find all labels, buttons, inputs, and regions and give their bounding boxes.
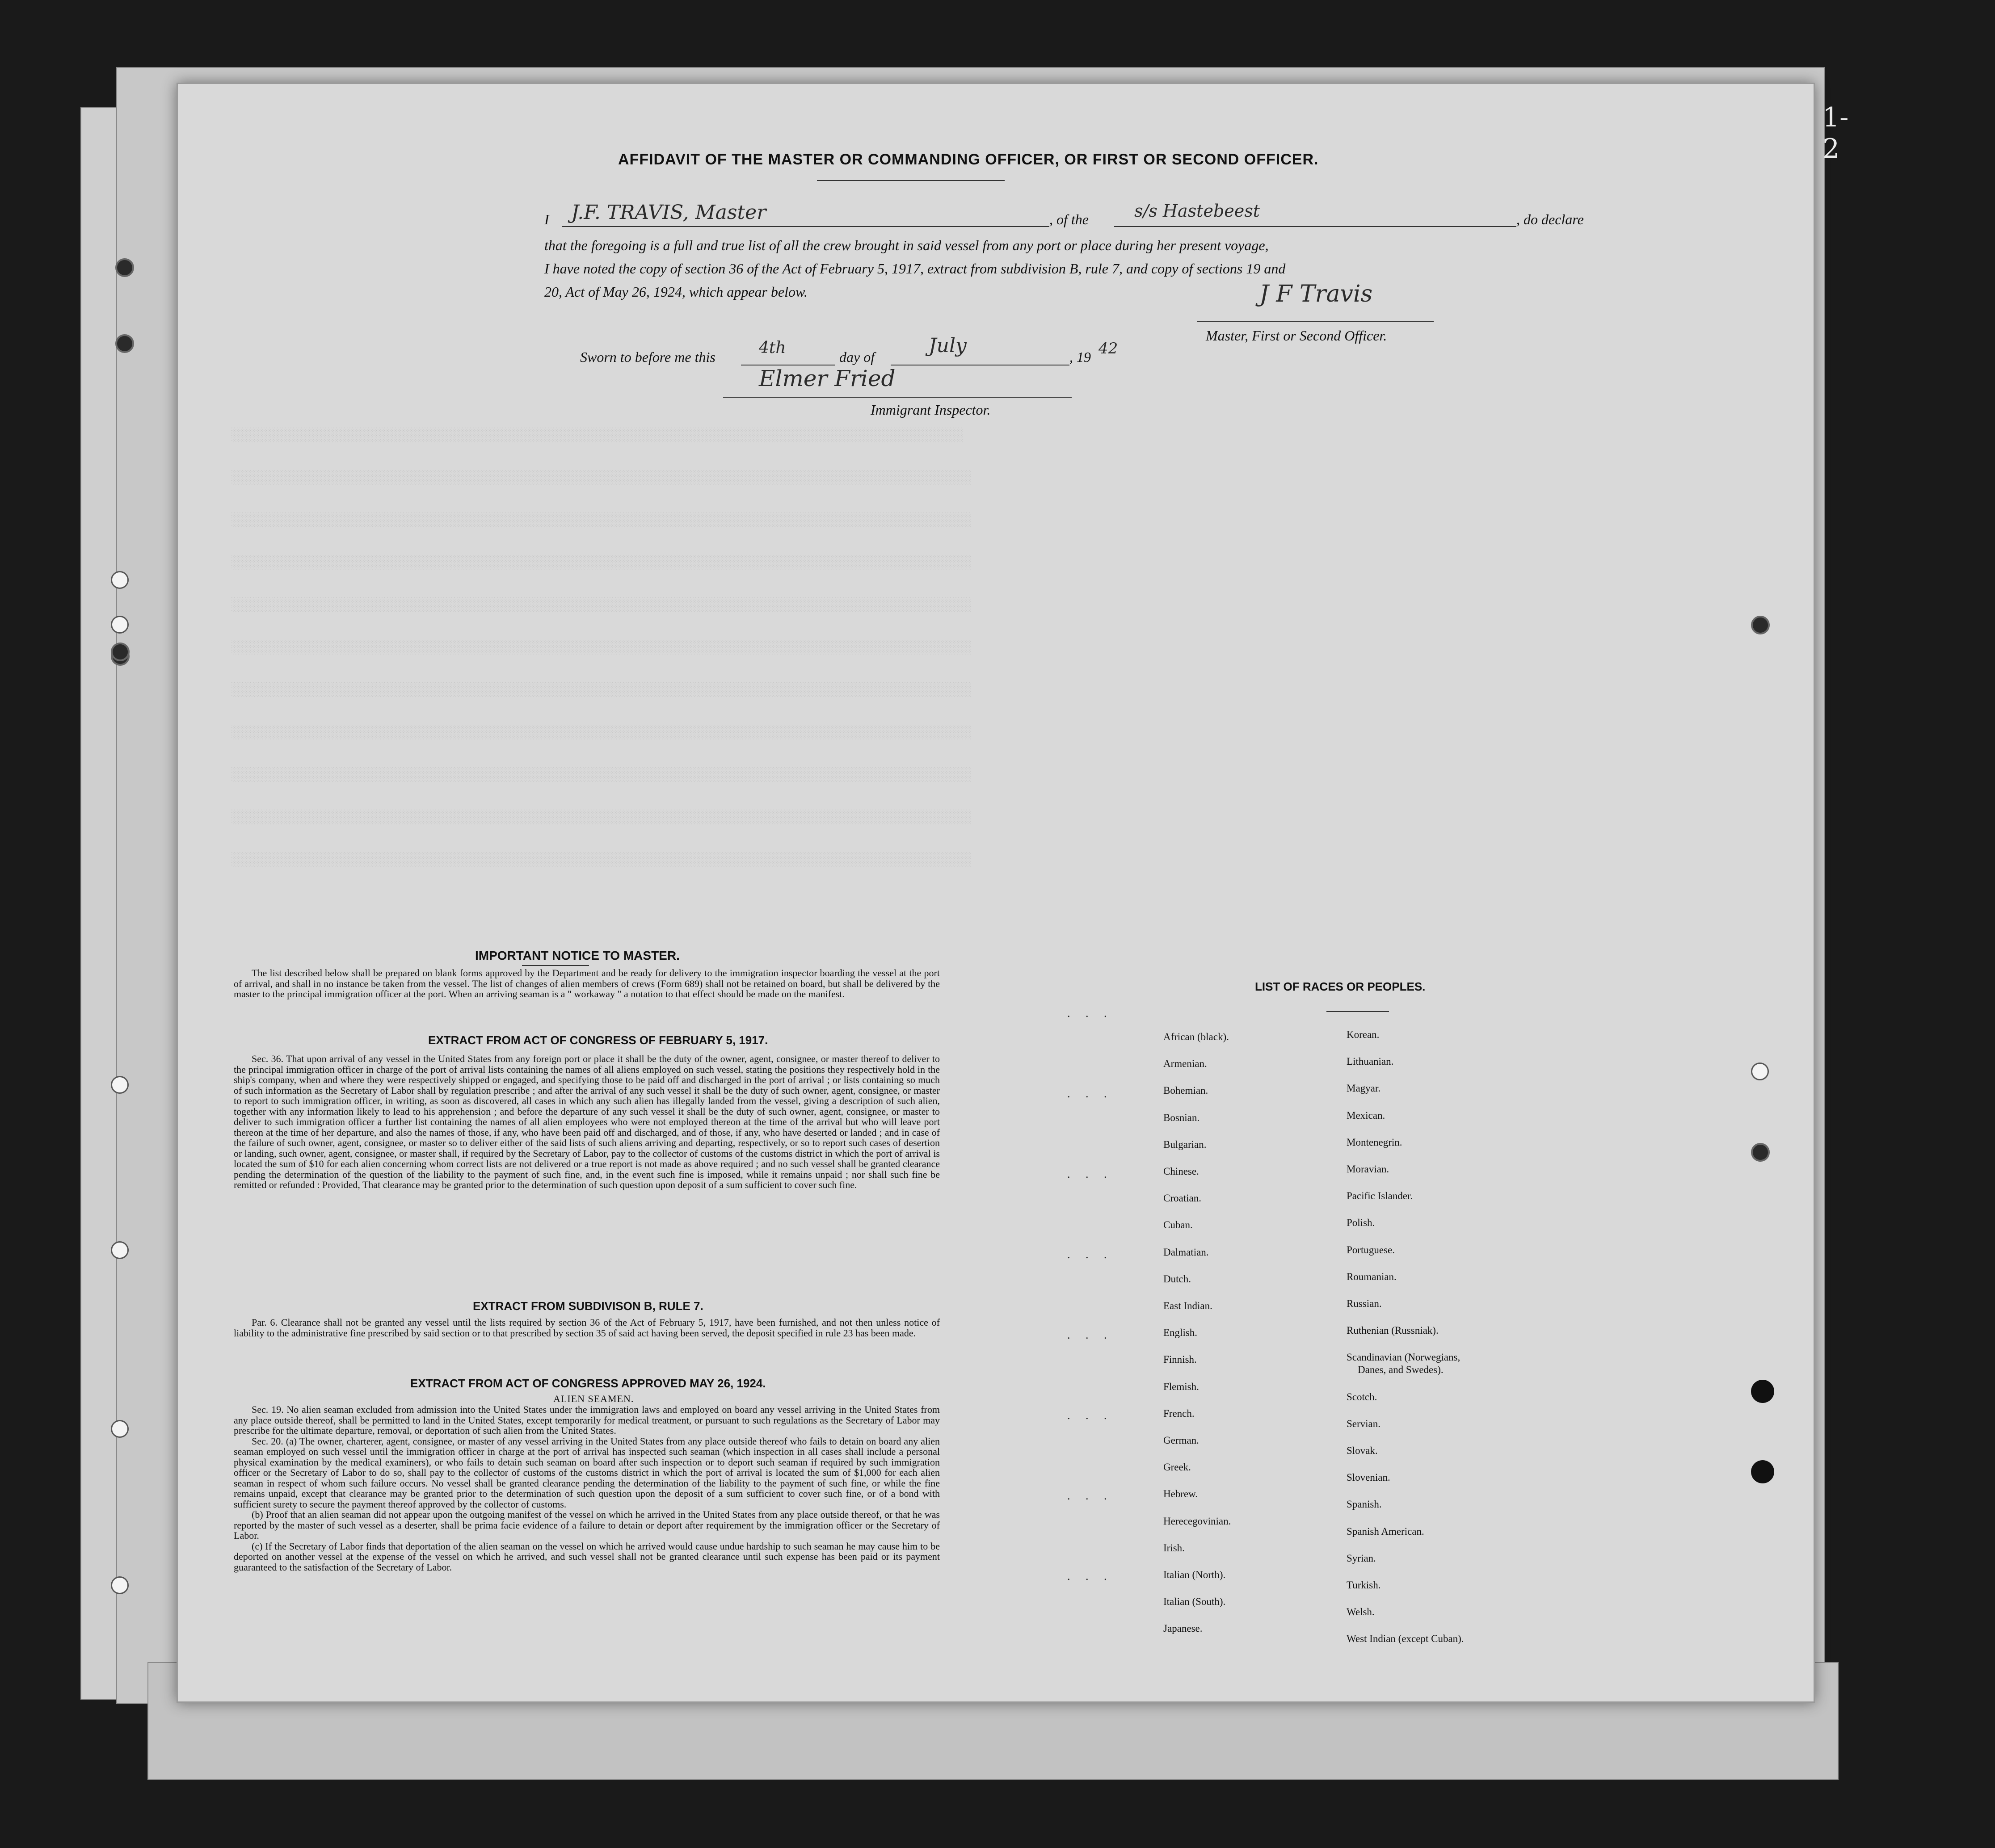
notice-title: IMPORTANT NOTICE TO MASTER. (475, 949, 680, 962)
extract-1917-title: EXTRACT FROM ACT OF CONGRESS OF FEBRUARY 5, 1917. (428, 1033, 768, 1047)
notice-text (234, 968, 940, 1000)
race-item: Magyar. (1347, 1083, 1381, 1094)
sec20a-paragraph: Sec. 20. (a) The owner, charterer, agent, consignee, or master of any vessel arriving in the United States from any place outside thereof who fails to detain on board any alien seaman employed on such vessel until the immigration officer in charge at the port of arrival has inspected such seaman (which inspection in all cases shall include a personal physical examination by the medical examiners), or who fails to detain such seaman on board after such inspection or to deport such seaman if required by such immigration officer or the Secretary of Labor to do so, shall pay to the collector of customs of the customs district in which the port of arrival is located the sum of $1,000 for each alien seaman in respect of whom such failure occurs. No vessel shall be granted clearance pending the determination of the liability to the payment of such fine, or while the fine remains unpaid, except that clearance may be granted prior to the determination of such question upon the deposit of a sum sufficient to cover such fine, or of a bond with sufficient surety to secure the payment thereof approved by the collector of customs. (234, 1435, 940, 1510)
sworn-label: Sworn to before me this (580, 349, 716, 365)
master-signature: J F Travis (1259, 281, 1373, 307)
races-underline (1326, 1011, 1389, 1012)
i-label: I (544, 211, 549, 227)
year-prefix: , 19 (1069, 349, 1091, 365)
inspector-line (723, 397, 1072, 398)
race-item: Danes, and Swedes). (1358, 1364, 1444, 1376)
bleed-through-text: ░░░░░░░░░░░░░░░░░░░░░░░░░░░░░░░░░░░░░░░░░░░░░░░░░░░░░░░░░░░░░░░░░░░░░░░░░░░░░░░░░░░░░░░░░░░ ░░░░░░░░░░░░░░░░░░░░░░░░░░░░░░░░░░░░░░░░░░░░░░░░░░░░░░░░░░░░░░░░░░░░░░░░░░░░░░░░░░░░░░░░░░░░ ░░░░░░░░░░░░░░░░░░░░░░░░░░░░░░░░░░░░░░░░░░░░░░░░░░░░░░░░░░░░░░░░░░░░░░░░░░░░░░░░░░░░░░░░░░░░ ░░░░░░░░░░░░░░░░░░░░░░░░░░░░░░░░░░░░░░░░░░░░░░░░░░░░░░░░░░░░░░░░░░░░░░░░░░░░░░░░░░░░░░░░░░░░ ░░░░░░░░░░░░░░░░░░░░░░░░░░░░░░░░░░░░░░░░░░░░░░░░░░░░░░░░░░░░░░░░░░░░░░░░░░░░░░░░░░░░░░░░░░░░ ░░░░░░░░░░░░░░░░░░░░░░░░░░░░░░░░░░░░░░░░░░░░░░░░░░░░░░░░░░░░░░░░░░░░░░░░░░░░░░░░░░░░░░░░░░░░ ░░░░░░░░░░░░░░░░░░░░░░░░░░░░░░░░░░░░░░░░░░░░░░░░░░░░░░░░░░░░░░░░░░░░░░░░░░░░░░░░░░░░░░░░░░░░ ░░░░░░░░░░░░░░░░░░░░░░░░░░░░░░░░░░░░░░░░░░░░░░░░░░░░░░░░░░░░░░░░░░░░░░░░░░░░░░░░░░░░░░░░░░░░ ░░░░░░░░░░░░░░░░░░░░░░░░░░░░░░░░░░░░░░░░░░░░░░░░░░░░░░░░░░░░░░░░░░░░░░░░░░░░░░░░░░░░░░░░░░░░ ░░░░░░░░░░░░░░░░░░░░░░░░░░░░░░░░░░░░░░░░░░░░░░░░░░░░░░░░░░░░░░░░░░░░░░░░░░░░░░░░░░░░░░░░░░░░ ░░░░░░░░░░░░░░░░░░░░░░░░░░░░░░░░░░░░░░░░░░░░░░░░░░░░░░░░░░░░░░░░░░░░░░░░░░░░░░░░░░░░░░░░░░░░ (231, 428, 972, 868)
signature-line (1197, 321, 1434, 322)
race-item: Herecegovinian. (1163, 1515, 1231, 1527)
extract-1924-title: EXTRACT FROM ACT OF CONGRESS APPROVED MAY 26, 1924. (410, 1377, 766, 1390)
race-item: Armenian. (1163, 1058, 1207, 1070)
punch-hole (1751, 1063, 1769, 1080)
race-item: Cuban. (1163, 1219, 1193, 1231)
race-item: Chinese. (1163, 1166, 1199, 1177)
punch-hole (111, 1420, 129, 1438)
race-item: Welsh. (1347, 1606, 1375, 1618)
punch-hole (115, 334, 134, 353)
race-item: Montenegrin. (1347, 1136, 1402, 1148)
race-item: Dalmatian. (1163, 1246, 1209, 1258)
signature-caption: Master, First or Second Officer. (1206, 328, 1387, 344)
affidavit-title: AFFIDAVIT OF THE MASTER OR COMMANDING OFFICER, OR FIRST OR SECOND OFFICER. (618, 151, 1319, 168)
punch-hole (1751, 1143, 1770, 1162)
margin-note: 1-2 (1822, 102, 1849, 164)
race-item: Polish. (1347, 1217, 1375, 1229)
race-item: Spanish. (1347, 1499, 1382, 1510)
alien-seamen-subtitle: ALIEN SEAMEN. (553, 1393, 634, 1404)
manifest-sheet (177, 83, 1849, 1703)
vessel-name: s/s Hastebeest (1134, 201, 1260, 221)
race-item: Bosnian. (1163, 1112, 1200, 1123)
race-item: Slovak. (1347, 1445, 1378, 1456)
punch-hole (111, 1076, 129, 1094)
extract-1924-text (234, 1404, 940, 1572)
punch-hole (111, 616, 129, 634)
extract-1917-text (234, 1054, 940, 1190)
race-item: Portuguese. (1347, 1244, 1395, 1256)
race-item: Italian (South). (1163, 1596, 1226, 1608)
punch-hole (1751, 1380, 1774, 1403)
race-item: Scandinavian (Norwegians, (1347, 1352, 1460, 1363)
of-the-label: , of the (1049, 211, 1089, 227)
day-of-label: day of (839, 349, 875, 365)
race-item: Spanish American. (1347, 1525, 1424, 1537)
race-item: Mexican. (1347, 1109, 1385, 1121)
punch-hole (111, 1576, 129, 1594)
vessel-line (1114, 226, 1516, 227)
race-item: East Indian. (1163, 1300, 1212, 1311)
race-item: English. (1163, 1327, 1198, 1339)
race-item: Flemish. (1163, 1381, 1199, 1392)
extract-rule7-text (234, 1317, 940, 1338)
master-name: J.F. TRAVIS, Master (571, 201, 766, 224)
races-title: LIST OF RACES OR PEOPLES. (1255, 980, 1426, 993)
race-item: Bohemian. (1163, 1085, 1208, 1096)
race-item: Roumanian. (1347, 1271, 1397, 1282)
race-item: Lithuanian. (1347, 1056, 1394, 1067)
declare-label: , do declare (1516, 211, 1584, 227)
race-item: Scotch. (1347, 1391, 1377, 1403)
race-item: Irish. (1163, 1542, 1185, 1554)
sec19-paragraph: Sec. 19. No alien seaman excluded from admission into the United States under the immigration laws and employed on board any vessel arriving in the United States from any place outside thereof, shall be permitted to land in the United States, except temporarily for medical treatment, or pursuant to such regulations as the Secretary of Labor may prescribe for the ultimate departure, removal, or deportation of such alien from the United States. (234, 1404, 940, 1436)
extract-rule7-title: EXTRACT FROM SUBDIVISON B, RULE 7. (473, 1299, 703, 1313)
notice-underline (522, 965, 589, 966)
race-item: Finnish. (1163, 1354, 1197, 1365)
punch-hole (111, 643, 130, 661)
race-item: Bulgarian. (1163, 1138, 1207, 1150)
race-item: Italian (North). (1163, 1569, 1226, 1580)
affidavit-line-2: that the foregoing is a full and true list of all the crew brought in said vessel from any port or place during her present voyage, (544, 237, 1269, 253)
master-name-line (562, 226, 1049, 227)
race-item: Hebrew. (1163, 1488, 1198, 1500)
race-item: French. (1163, 1407, 1195, 1419)
race-item: Ruthenian (Russniak). (1347, 1325, 1439, 1336)
race-item: Japanese. (1163, 1623, 1203, 1634)
race-item: Servian. (1347, 1418, 1381, 1429)
race-item: German. (1163, 1435, 1199, 1446)
race-item: West Indian (except Cuban). (1347, 1633, 1464, 1645)
sworn-day: 4th (759, 339, 786, 357)
affidavit-line-4: 20, Act of May 26, 1924, which appear below. (544, 284, 808, 300)
inspector-signature: Elmer Fried (759, 365, 896, 391)
race-item: Korean. (1347, 1029, 1380, 1040)
race-item: Moravian. (1347, 1163, 1389, 1175)
race-item: Dutch. (1163, 1273, 1191, 1285)
race-item: Pacific Islander. (1347, 1190, 1413, 1202)
affidavit-line-3: I have noted the copy of section 36 of the Act of February 5, 1917, extract from subdivision B, rule 7, and copy of sections 19 and (544, 260, 1286, 277)
sec20c-paragraph: (c) If the Secretary of Labor finds that deportation of the alien seaman on the vessel on which he arrived would cause undue hardship to such seaman he may cause him to be deported on another vessel at the expense of the vessel on which he arrived, and such vessel shall not be granted clearance until such expense has been paid or its payment guaranteed to the satisfaction of the Secretary of Labor. (234, 1540, 940, 1573)
year-suffix: 42 (1099, 340, 1118, 357)
race-item: Croatian. (1163, 1193, 1201, 1204)
sec36-paragraph: Sec. 36. That upon arrival of any vessel in the United States from any foreign port or place it shall be the duty of the owner, agent, consignee, or master thereof to deliver to the principal immigration officer in charge of the port of arrival lists containing the names of all aliens employed on such vessel, stating the positions they respectively hold in the ship's company, when and where they were respectively shipped or engaged, and specifying those to be paid off and discharged in the port of arrival ; or lists containing so much of such information as the Secretary of Labor shall by regulation prescribe ; and after the arrival of any such vessel it shall be the duty of such owner, agent, consignee, or master to report to such immigration officer, in writing, as soon as discovered, all cases in which any such alien has illegally landed from the vessel, giving a description of such alien, together with any information likely to lead to his apprehension ; and before the departure of any such vessel it shall be the duty of such owner, agent, consignee, or master to deliver to such immigration officer a further list containing the names of all alien employees who were not employed thereon at the time of the arrival but who will leave port thereon at the time of her departure, and also the names of those, if any, who have been paid off and discharged, and of those, if any, who have deserted or landed ; and in case of the failure of such owner, agent, consignee, or master so to deliver either of the said lists of such aliens arriving and departing, respectively, or so to report such cases of desertion or landing, such owner, agent, consignee, or master shall, if required by the Secretary of Labor, pay to the collector of customs of the customs district in which the port of arrival is located the sum of $10 for each alien concerning whom correct lists are not delivered or a true report is not made as above required ; and no such vessel shall be granted clearance pending the determination of the question of the liability to the payment of such fine, and, in the event such fine is imposed, while it remains unpaid ; nor shall such fine be remitted or refunded : Provided, That clearance may be granted prior to the determination of such question upon deposit of a sum sufficient to cover such fine. (234, 1053, 940, 1190)
race-item: Turkish. (1347, 1579, 1381, 1591)
punch-hole (115, 258, 134, 277)
race-item: Slovenian. (1347, 1472, 1390, 1483)
notice-paragraph: The list described below shall be prepared on blank forms approved by the Department and be ready for delivery to the immigration inspector boarding the vessel at the port of arrival, and shall in no instance be taken from the vessel. The list of changes of alien members of crews (Form 689) shall not be retained on board, but shall be delivered by the master to the principal immigration officer at the port. When an arriving seaman is a " workaway " a notation to that effect should be made on the manifest. (234, 967, 940, 1000)
race-item: Russian. (1347, 1298, 1382, 1309)
column-dots: . . . . . . . . . . . . . . . . . . . . . . . . (1067, 1007, 1113, 1583)
punch-hole (111, 571, 129, 589)
race-item: Syrian. (1347, 1552, 1376, 1564)
par6-paragraph: Par. 6. Clearance shall not be granted any vessel until the lists required by section 36 of the Act of February 5, 1917, have been furnished, and not then unless notice of liability to the administrative fine prescribed by said section or to that prescribed by section 35 of said act having been served, the deposit specified in rule 23 has been made. (234, 1317, 940, 1339)
affidavit-line-1 (544, 209, 549, 230)
race-item: Greek. (1163, 1462, 1191, 1473)
punch-hole (1751, 616, 1770, 634)
sec20b-paragraph: (b) Proof that an alien seaman did not appear upon the outgoing manifest of the vessel on which he arrived in the United States from any place outside thereof, or that he was reported by the master of such vessel as a deserter, shall be prima facie evidence of a failure to detain or deport after requirement by the immigration officer or the Secretary of Labor. (234, 1509, 940, 1541)
sworn-month: July (929, 334, 967, 357)
punch-hole (1751, 1460, 1774, 1483)
punch-hole (111, 1241, 129, 1259)
title-underline (817, 180, 1005, 181)
race-item: African (black). (1163, 1031, 1229, 1042)
inspector-caption: Immigrant Inspector. (871, 402, 991, 418)
